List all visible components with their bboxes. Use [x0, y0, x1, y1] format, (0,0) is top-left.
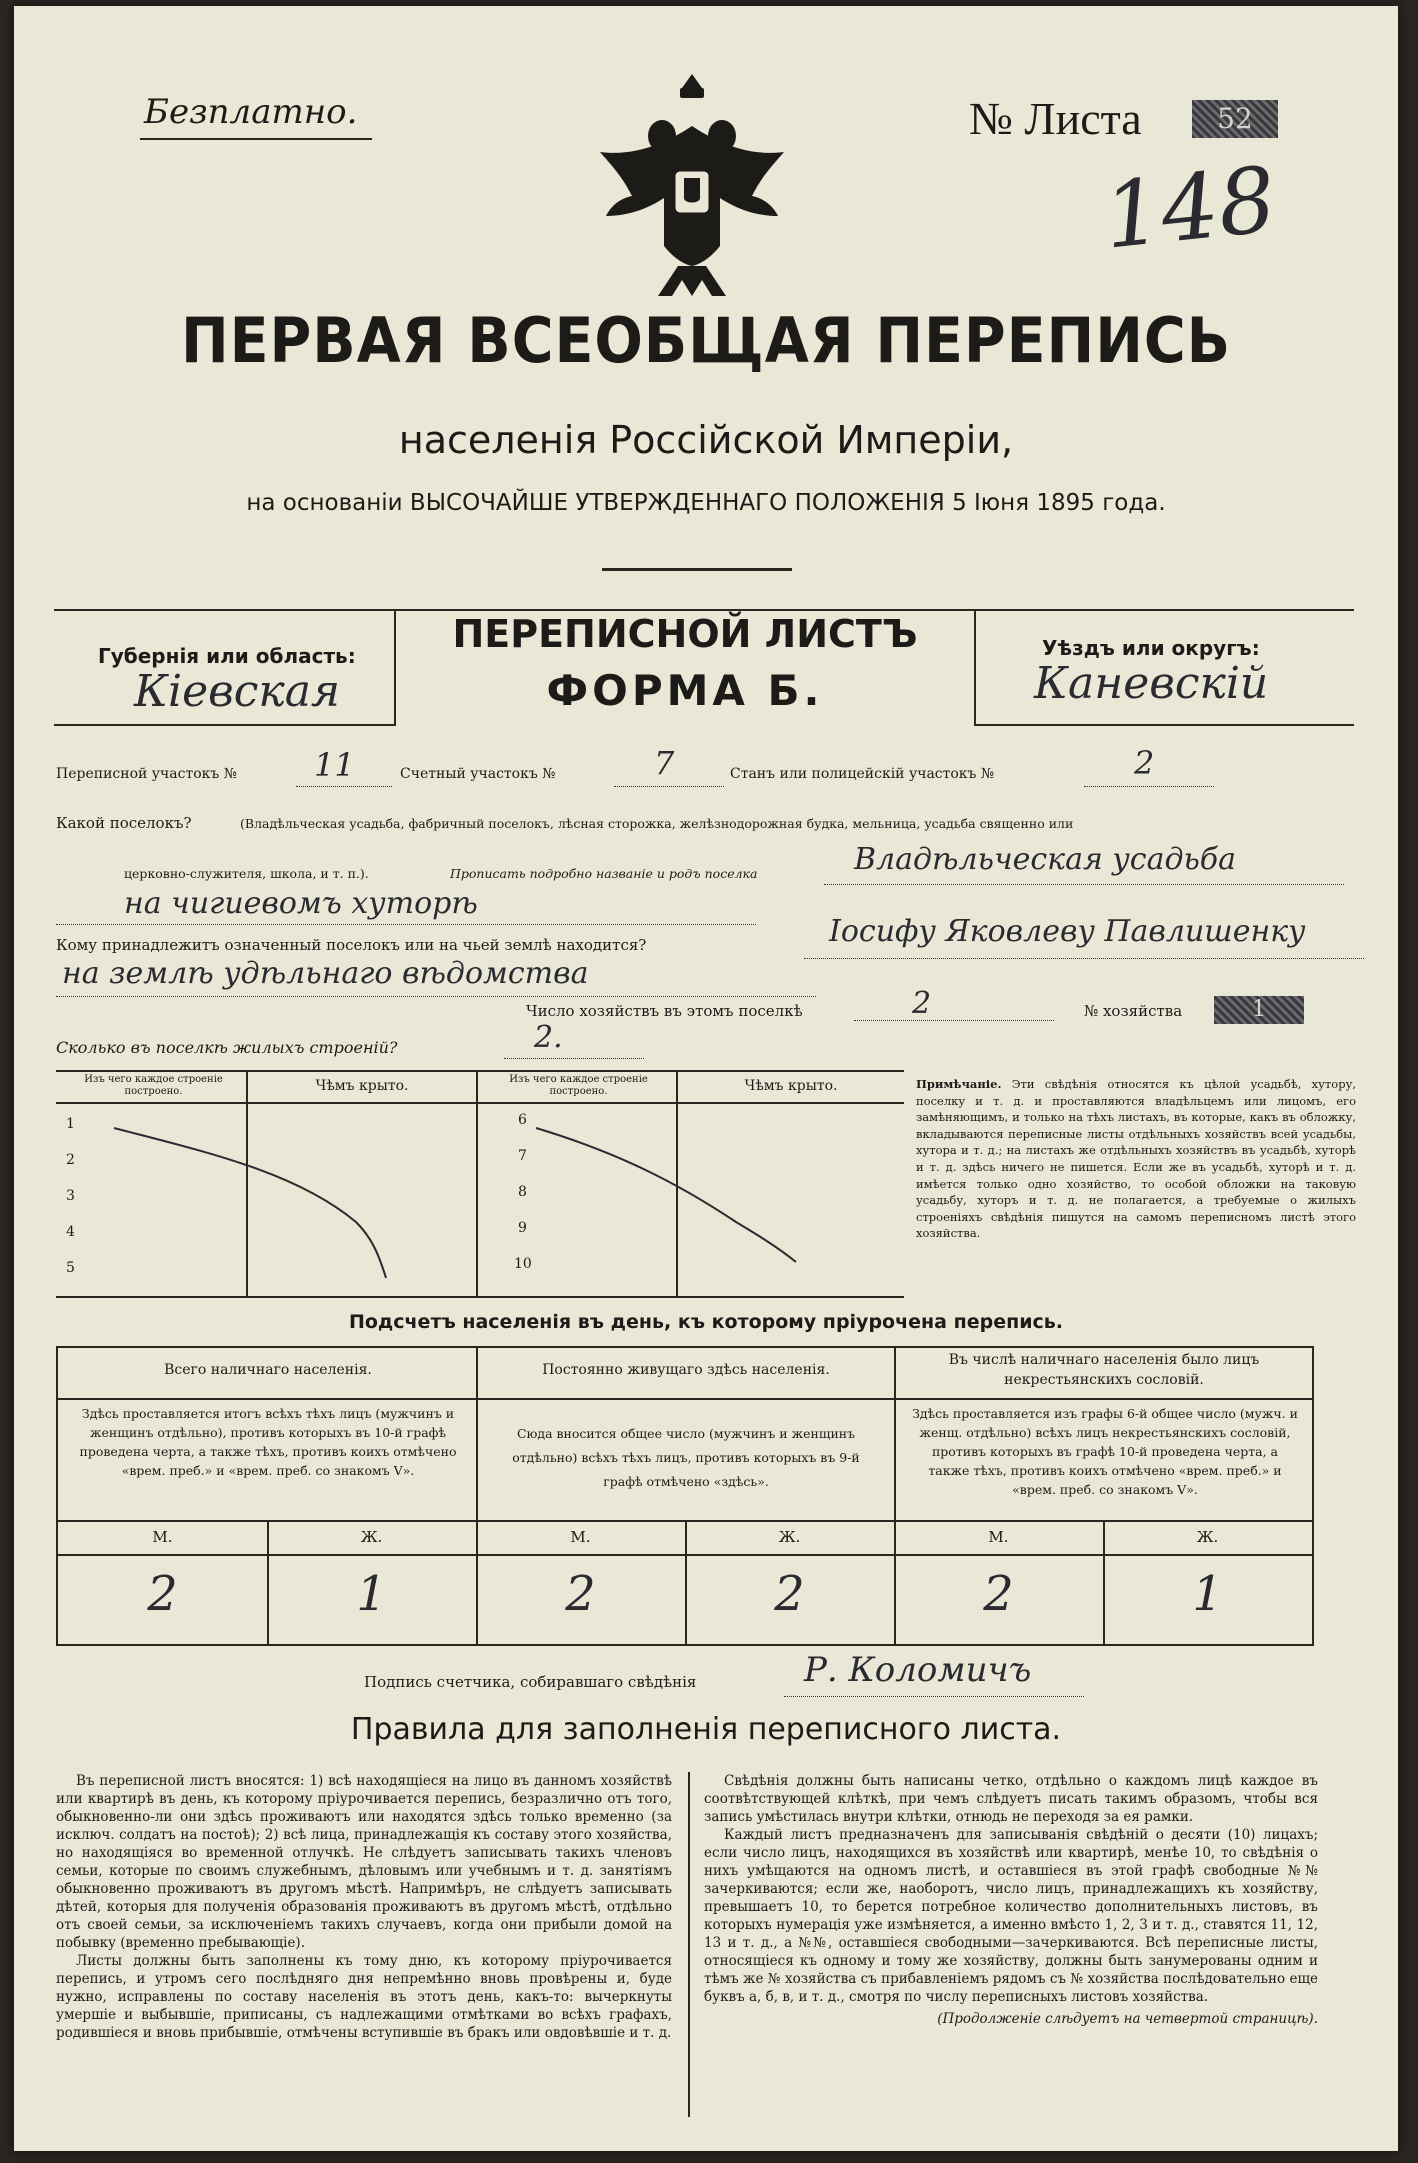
main-title: ПЕРВАЯ ВСЕОБЩАЯ ПЕРЕПИСЬ [180, 304, 1232, 377]
poselok-dots-1 [824, 884, 1344, 885]
schetny-value: 7 [654, 744, 675, 782]
owner-value-2: на землѣ удѣльнаго вѣдомства [62, 956, 589, 991]
poselok-value-2: на чигиевомъ хуторѣ [124, 886, 478, 921]
poselok-value-1: Владѣльческая усадьба [854, 842, 1237, 877]
buildings-strike-lines [56, 1072, 904, 1296]
count-value-6: 1 [1192, 1566, 1223, 1622]
household-no-label: № хозяйства [1084, 1002, 1183, 1020]
signature-label: Подпись счетчика, собиравшаго свѣдѣнія [364, 1673, 697, 1691]
handwritten-sheet-number: 148 [1098, 147, 1281, 270]
poselok-hint: (Владѣльческая усадьба, фабричный поселокъ, лѣсная сторожка, желѣзнодорожная будка, мельница, усадьба священно или [240, 816, 1074, 831]
buildings-row-8: 8 [518, 1184, 527, 1200]
count-col3-head: Въ числѣ наличнаго населенія было лицъ некрестьянскихъ сословій. [948, 1352, 1260, 1388]
rules-left-p2: Листы должны быть заполнены къ тому дню, къ которому пріурочивается перепись, и утромъ сего послѣдняго дня непремѣнно вновь провѣрены и, буде нужно, исправлены по составу населенія въ этотъ день, какъ-то: вычеркнуты умершіе и выбывшіе, приписаны, съ надлежащими отмѣтками во всѣхъ графахъ, родившіеся и вновь прибывшіе, отмѣчены вступившіе въ бракъ или овдовѣвшіе и т. д. [56, 1953, 672, 2041]
note-text: Эти свѣдѣнія относятся къ цѣлой усадьбѣ, хутору, поселку и т. д. и проставляются владѣльцемъ или лицомъ, его замѣняющимъ, и только на тѣхъ листахъ, въ которые, какъ въ обложку, вкладываются переписные листы отдѣльныхъ хозяйствъ всей усадьбы, хутора и т. д.; на листахъ же отдѣльныхъ хозяйствъ въ усадьбѣ, хуторѣ и т. д. здѣсь ничего не пишется. Если же въ усадьбѣ, хуторѣ и т. д. имѣется только одно хозяйство, то особой обложки на таковую усадьбу, хуторъ и т. д. не полагается, а требуемые о жилыхъ строеніяхъ свѣдѣнія пишутся на самомъ переписномъ листѣ этого хозяйства. [916, 1077, 1356, 1241]
buildings-row-6: 6 [518, 1112, 527, 1128]
buildings-row-3: 3 [66, 1188, 75, 1204]
count-col1-text: Здѣсь проставляется итогъ всѣхъ тѣхъ лицъ (мужчинъ и женщинъ отдѣльно), противъ которыхъ въ 10-й графѣ проведена черта, а также тѣхъ, противъ коихъ отмѣчено «врем. преб.» и «врем. преб. со знакомъ V». [79, 1406, 457, 1478]
form-left-bottom [54, 724, 394, 726]
rules-left [56, 1772, 672, 2042]
buildings-row-7: 7 [518, 1148, 527, 1164]
count-zh-2: Ж. [778, 1528, 801, 1546]
owner-dots-2 [56, 996, 816, 997]
form-right-side [974, 609, 976, 726]
buildings-row-5: 5 [66, 1260, 75, 1276]
form-title: ПЕРЕПИСНОЙ ЛИСТЪ [452, 612, 918, 656]
rules-continued: (Продолженіе слѣдуетъ на четвертой страницѣ). [937, 2011, 1318, 2027]
uchastok-dots [296, 786, 392, 787]
note-block [916, 1076, 1356, 1242]
sheet-number-stamp [1192, 100, 1278, 138]
count-m-1: М. [152, 1528, 173, 1546]
owner-dots-1 [804, 958, 1364, 959]
rules-right [704, 1772, 1318, 2028]
buildings-table [56, 1070, 904, 1298]
gubernia-value: Кіевская [134, 666, 341, 717]
count-value-4: 2 [774, 1566, 805, 1622]
count-value-5: 2 [983, 1566, 1014, 1622]
free-label: Безплатно. [144, 92, 358, 132]
rules-left-p1: Въ переписной листъ вносятся: 1) всѣ находящіеся на лицо въ данномъ хозяйствѣ или квартирѣ въ день, къ которому пріурочивается перепись, безразлично отъ того, обыкновенно-ли они здѣсь проживаютъ или находятся здѣсь только временно (за исключ. солдатъ на постоѣ); 2) всѣ лица, принадлежащія къ составу этого хозяйства, но находящіяся во временной отлучкѣ. Не слѣдуетъ записывать такихъ членовъ семьи, которые по своимъ служебнымъ, дѣловымъ или учебнымъ и т. д. занятіямъ обыкновенно проживаютъ въ другомъ мѣстѣ. Напримѣръ, не слѣдуетъ записывать дѣтей, которыя для полученія образованія проживаютъ въ другомъ мѣстѣ, отдѣльно отъ своей семьи, за исключеніемъ такихъ случаевъ, когда они прибыли домой на побывку (временно пребывающіе). [56, 1773, 672, 1951]
owner-value-1: Іосифу Яковлеву Павлишенку [829, 914, 1306, 949]
count-col1-head: Всего наличнаго населенія. [164, 1362, 372, 1378]
count-col2-head: Постоянно живущаго здѣсь населенія. [542, 1362, 830, 1378]
count-col2-text: Сюда вносится общее число (мужчинъ и женщинъ отдѣльно) всѣхъ тѣхъ лицъ, противъ которыхъ въ 9-й графѣ отмѣчено «здѣсь». [512, 1426, 860, 1489]
signature-value: Р. Коломичъ [804, 1650, 1032, 1690]
buildings-col1-left: Изъ чего каждое строеніе построено. [84, 1074, 223, 1097]
count-value-1: 2 [147, 1566, 178, 1622]
count-zh-3: Ж. [1196, 1528, 1219, 1546]
buildings-row-1: 1 [66, 1116, 75, 1132]
rules-right-p1: Свѣдѣнія должны быть написаны четко, отдѣльно о каждомъ лицѣ каждое въ соотвѣтствующей клѣткѣ, при чемъ слѣдуетъ писать такимъ образомъ, чтобы вся запись умѣстилась внутри клѣтки, отнюдь не переходя за ея рамки. [704, 1773, 1318, 1825]
sheet-number-label: № Листа [969, 93, 1142, 144]
free-underline [140, 138, 372, 140]
poselok-hint2: церковно-служителя, школа, и т. п.). [124, 866, 369, 881]
buildings-col1-right: Изъ чего каждое строеніе построено. [509, 1074, 648, 1097]
count-m-2: М. [570, 1528, 591, 1546]
sheet-number-value: 52 [1217, 102, 1253, 135]
count-title: Подсчетъ населенія въ день, къ которому пріурочена перепись. [348, 1311, 1064, 1333]
uezd-label: Уѣздъ или округъ: [1042, 636, 1260, 660]
stan-dots [1084, 786, 1214, 787]
stan-label: Станъ или полицейскій участокъ № [730, 766, 995, 782]
form-right-bottom [974, 724, 1354, 726]
form-top-line [54, 609, 1354, 611]
household-no-stamp [1214, 996, 1304, 1024]
poselok-dots-2 [56, 924, 756, 925]
title-divider [602, 568, 792, 571]
count-value-3: 2 [565, 1566, 596, 1622]
buildings-row-2: 2 [66, 1152, 75, 1168]
count-head-line [58, 1398, 1312, 1400]
buildings-row-4: 4 [66, 1224, 75, 1240]
count-col3-text: Здѣсь проставляется изъ графы 6-й общее число (мужч. и женщ. отдѣльно) всѣхъ лицъ некрестьянскихъ сословій, противъ которыхъ въ графѣ 10-й проведена черта, а также тѣхъ, противъ коихъ отмѣчено «врем. преб.» и «врем. преб. со знакомъ V». [912, 1406, 1298, 1497]
households-dots [854, 1020, 1054, 1021]
gubernia-label: Губернія или область: [98, 644, 356, 668]
buildings-col2-left: Чѣмъ крыто. [315, 1078, 409, 1094]
stan-value: 2 [1134, 744, 1155, 782]
count-table [56, 1346, 1314, 1646]
buildings-dots [504, 1058, 644, 1059]
schetny-label: Счетный участокъ № [400, 766, 556, 782]
buildings-row-10: 10 [514, 1256, 532, 1272]
owner-label: Кому принадлежитъ означенный поселокъ или на чьей землѣ находится? [56, 936, 647, 954]
rules-title: Правила для заполненія переписного листа. [350, 1712, 1062, 1747]
uchastok-label: Переписной участокъ № [56, 766, 237, 782]
count-m-3: М. [988, 1528, 1009, 1546]
household-no-value: 1 [1252, 997, 1266, 1022]
basis-line: на основаніи ВЫСОЧАЙШЕ УТВЕРЖДЕННАГО ПОЛОЖЕНІЯ 5 Іюня 1895 года. [246, 490, 1166, 516]
rules-right-p2: Каждый листъ предназначенъ для записыванія свѣдѣній о десяти (10) лицахъ; если число лицъ, находящихся въ хозяйствѣ или квартирѣ, менѣе 10, то свѣдѣнія о нихъ умѣщаются на одномъ листѣ, и оставшіеся въ этой графѣ свободные №№ зачеркиваются; если же, наоборотъ, число лицъ, принадлежащихъ къ хозяйству, превышаетъ 10, то берется потребное количество дополнительныхъ листовъ, въ которыхъ нумерація уже измѣняется, а именно вмѣсто 1, 2, 3 и т. д., ставятся 11, 12, 13 и т. д., а №№, оставшіеся свободными—зачеркиваются. Всѣ переписные листы, относящіеся къ одному и тому же хозяйству, должны быть занумерованы одним и тѣмъ же № хозяйства съ прибавленіемъ рядомъ съ № хозяйства послѣдовательно еще буквъ а, б, в, и т. д., смотря по числу переписныхъ листовъ хозяйства. [704, 1827, 1318, 2005]
form-name: ФОРМА Б. [546, 666, 824, 715]
rules-column-divider [688, 1772, 690, 2117]
buildings-col2-right: Чѣмъ крыто. [744, 1078, 838, 1094]
schetny-dots [614, 786, 724, 787]
buildings-value: 2. [534, 1020, 563, 1055]
subtitle: населенія Россійской Имперіи, [398, 418, 1014, 462]
buildings-label: Сколько въ поселкѣ жилыхъ строеній? [56, 1038, 398, 1057]
count-value-2: 1 [356, 1566, 387, 1622]
households-value: 2 [912, 986, 932, 1021]
count-zh-1: Ж. [360, 1528, 383, 1546]
poselok-instr: Прописать подробно названіе и родъ поселка [450, 866, 758, 881]
poselok-label: Какой поселокъ? [56, 814, 192, 832]
note-head: Примѣчаніе. [916, 1077, 1002, 1091]
buildings-row-9: 9 [518, 1220, 527, 1236]
signature-dots [784, 1696, 1084, 1697]
census-sheet [14, 6, 1398, 2151]
uchastok-value: 11 [314, 746, 355, 784]
households-label: Число хозяйствъ въ этомъ поселкѣ [526, 1002, 803, 1020]
uezd-value: Каневскій [1034, 658, 1269, 709]
double-headed-eagle-icon [592, 66, 792, 306]
